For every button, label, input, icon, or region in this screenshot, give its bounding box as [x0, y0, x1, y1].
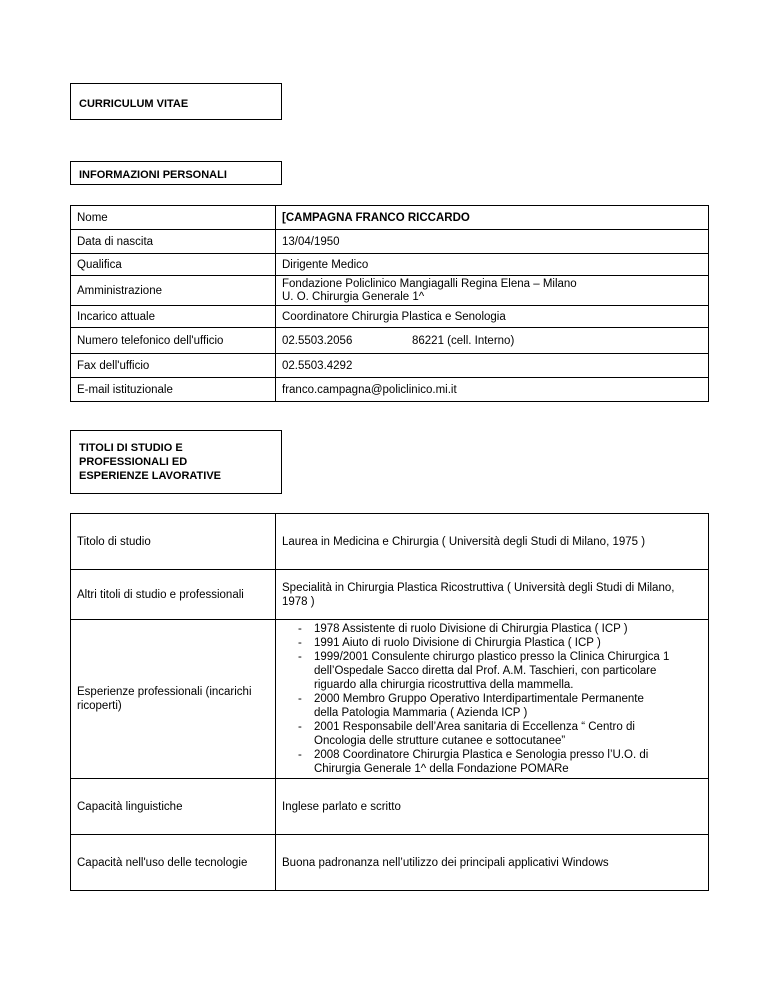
bullet-dash: - — [298, 721, 302, 733]
field-label: Numero telefonico dell'ufficio — [71, 328, 276, 354]
personal-info-table — [70, 205, 709, 402]
list-item — [282, 636, 702, 650]
bullet-dash: - — [298, 637, 302, 649]
table-row — [71, 570, 709, 620]
field-label: Capacità linguistiche — [71, 779, 276, 835]
field-value: Inglese parlato e scritto — [276, 779, 709, 835]
titles-section-title-line: TITOLI DI STUDIO E — [79, 442, 183, 454]
field-value: Laurea in Medicina e Chirurgia ( Università degli Studi di Milano, 1975 ) — [276, 514, 709, 570]
personal-section-box — [70, 161, 282, 185]
table-row — [71, 514, 709, 570]
field-value — [276, 570, 709, 620]
list-item-line: 1999/2001 Consulente chirurgo plastico presso la Clinica Chirurgica 1 — [314, 651, 670, 663]
list-item-line: dell’Ospedale Sacco diretta dal Prof. A.M. Taschieri, con particolare — [314, 665, 657, 677]
phone-extension: 86221 (cell. Interno) — [412, 334, 515, 347]
field-value — [276, 328, 709, 354]
table-row — [71, 354, 709, 378]
experience-list — [282, 622, 702, 776]
bullet-dash: - — [298, 623, 302, 635]
field-label: Nome — [71, 206, 276, 230]
list-item-line: 1991 Aiuto di ruolo Divisione di Chirurgia Plastica ( ICP ) — [314, 637, 601, 649]
list-item-line: Oncologia delle strutture cutanee e sottocutanee” — [314, 735, 566, 747]
field-value-name: [CAMPAGNA FRANCO RICCARDO — [276, 206, 709, 230]
table-row — [71, 835, 709, 891]
field-value-line: 1978 ) — [282, 595, 315, 608]
field-value: Coordinatore Chirurgia Plastica e Senologia — [276, 306, 709, 328]
field-label: Data di nascita — [71, 230, 276, 254]
field-label: Incarico attuale — [71, 306, 276, 328]
bullet-dash: - — [298, 749, 302, 761]
bullet-dash: - — [298, 693, 302, 705]
table-row — [71, 779, 709, 835]
table-row — [71, 378, 709, 402]
list-item-line: riguardo alla chirurgia ricostruttiva della mammella. — [314, 679, 574, 691]
titles-section-title-line: ESPERIENZE LAVORATIVE — [79, 470, 222, 482]
field-value: Dirigente Medico — [276, 254, 709, 276]
list-item-line: 2000 Membro Gruppo Operativo Interdipartimentale Permanente — [314, 693, 644, 705]
titles-section-title-line: PROFESSIONALI ED — [79, 456, 188, 468]
list-item — [282, 720, 702, 748]
personal-section-title: INFORMAZIONI PERSONALI — [79, 169, 227, 181]
field-label: Titolo di studio — [71, 514, 276, 570]
field-label: Altri titoli di studio e professionali — [71, 570, 276, 620]
field-value: 13/04/1950 — [276, 230, 709, 254]
field-value-line: Specialità in Chirurgia Plastica Ricostruttiva ( Università degli Studi di Milano, — [282, 581, 675, 594]
field-label — [71, 620, 276, 779]
field-label-line: ricoperti) — [77, 700, 122, 712]
table-row — [71, 276, 709, 306]
table-row — [71, 254, 709, 276]
list-item — [282, 748, 702, 776]
field-value: Buona padronanza nell’utilizzo dei principali applicativi Windows — [276, 835, 709, 891]
field-value: 02.5503.4292 — [276, 354, 709, 378]
table-row — [71, 230, 709, 254]
field-label: E-mail istituzionale — [71, 378, 276, 402]
list-item-line: della Patologia Mammaria ( Azienda ICP ) — [314, 707, 528, 719]
list-item-line: Chirurgia Generale 1^ della Fondazione POMARe — [314, 763, 569, 775]
table-row — [71, 206, 709, 230]
bullet-dash: - — [298, 651, 302, 663]
cv-title: CURRICULUM VITAE — [79, 98, 189, 110]
list-item — [282, 622, 702, 636]
field-value-line: U. O. Chirurgia Generale 1^ — [282, 290, 425, 303]
table-row — [71, 620, 709, 779]
titles-table — [70, 513, 709, 891]
field-label: Qualifica — [71, 254, 276, 276]
table-row — [71, 328, 709, 354]
list-item — [282, 650, 702, 692]
cv-title-box — [70, 83, 282, 120]
field-value-line: Fondazione Policlinico Mangiagalli Regina Elena – Milano — [282, 277, 577, 290]
field-label: Fax dell'ufficio — [71, 354, 276, 378]
list-item — [282, 692, 702, 720]
email-value: franco.campagna@policlinico.mi.it — [276, 378, 709, 402]
field-label-line: Esperienze professionali (incarichi — [77, 686, 252, 698]
field-label: Amministrazione — [71, 276, 276, 306]
titles-section-box — [70, 430, 282, 494]
table-row — [71, 306, 709, 328]
field-label: Capacità nell'uso delle tecnologie — [71, 835, 276, 891]
list-item-line: 1978 Assistente di ruolo Divisione di Chirurgia Plastica ( ICP ) — [314, 623, 628, 635]
field-value — [276, 276, 709, 306]
list-item-line: 2008 Coordinatore Chirurgia Plastica e Senologia presso l’U.O. di — [314, 749, 649, 761]
phone-number: 02.5503.2056 — [282, 334, 353, 347]
experience-list-cell — [276, 620, 709, 779]
list-item-line: 2001 Responsabile dell’Area sanitaria di Eccellenza “ Centro di — [314, 721, 635, 733]
